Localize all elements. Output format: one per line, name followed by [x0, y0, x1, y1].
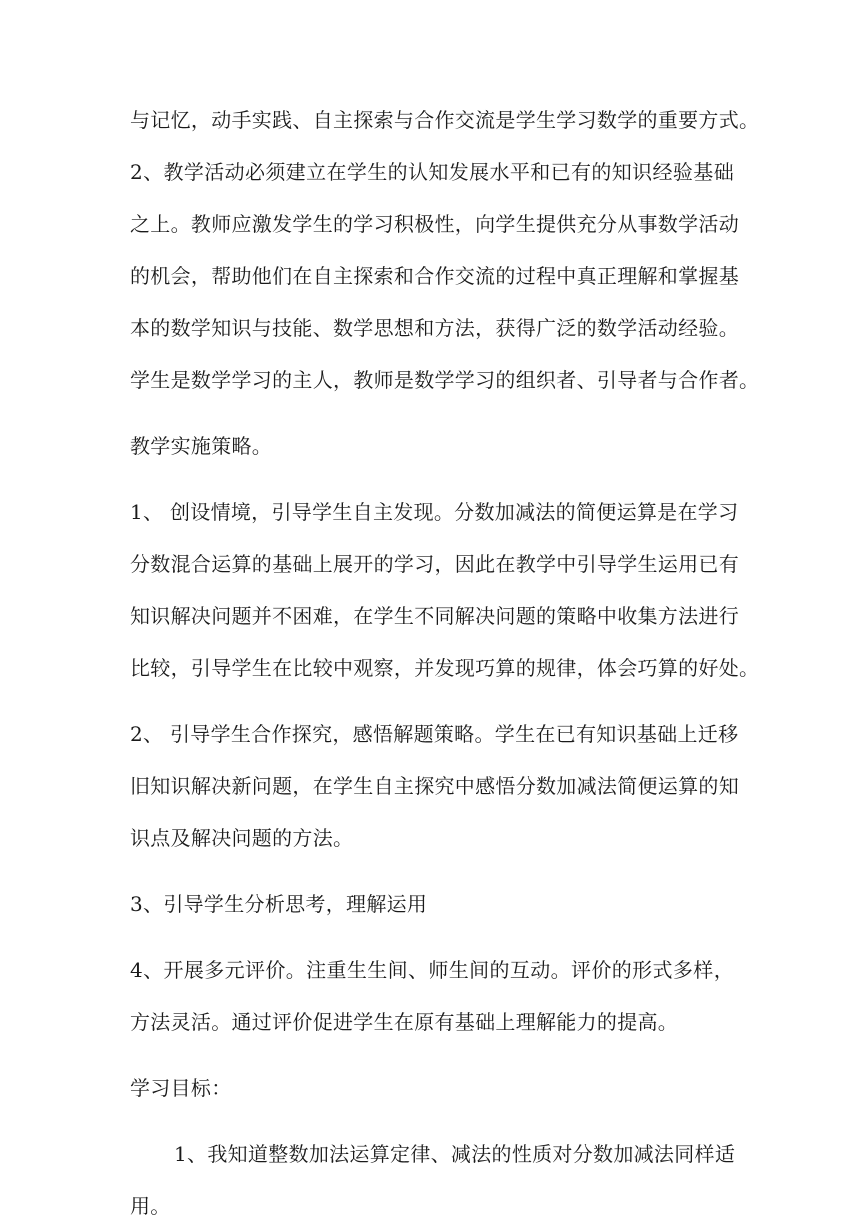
paragraph-line: 学生是数学学习的主人，教师是数学学习的组织者、引导者与合作者。: [130, 368, 760, 392]
paragraph-line: 本的数学知识与技能、数学思想和方法，获得广泛的数学活动经验。: [130, 316, 739, 340]
section-heading: 教学实施策略。: [130, 434, 273, 458]
paragraph-line: 方法灵活。通过评价促进学生在原有基础上理解能力的提高。: [130, 1010, 679, 1034]
paragraph-line: 识点及解决问题的方法。: [130, 826, 354, 850]
paragraph-line: 3、引导学生分析思考，理解运用: [130, 892, 428, 916]
section-heading: 学习目标：: [130, 1076, 232, 1100]
paragraph-line: 旧知识解决新问题，在学生自主探究中感悟分数加减法简便运算的知: [130, 774, 739, 798]
document-page: [130, 101, 760, 1225]
paragraph-line: 比较，引导学生在比较中观察，并发现巧算的规律，体会巧算的好处。: [130, 656, 760, 680]
paragraph-line: 4、开展多元评价。注重生生间、师生间的互动。评价的形式多样，: [130, 958, 734, 982]
paragraph-line: 2、教学活动必须建立在学生的认知发展水平和已有的知识经验基础: [130, 160, 734, 184]
paragraph-line: 分数混合运算的基础上展开的学习，因此在教学中引导学生运用已有: [130, 552, 739, 576]
paragraph-line: 之上。教师应激发学生的学习积极性，向学生提供充分从事数学活动: [130, 212, 739, 236]
paragraph-line: 知识解决问题并不困难，在学生不同解决问题的策略中收集方法进行: [130, 604, 739, 628]
paragraph-line: 与记忆，动手实践、自主探索与合作交流是学生学习数学的重要方式。: [130, 108, 760, 132]
paragraph-line: 用。: [130, 1194, 171, 1218]
paragraph-line: 1、我知道整数加法运算定律、减法的性质对分数加减法同样适: [174, 1142, 736, 1166]
paragraph-line: 2、 引导学生合作探究，感悟解题策略。学生在已有知识基础上迁移: [130, 722, 739, 746]
paragraph-line: 的机会，帮助他们在自主探索和合作交流的过程中真正理解和掌握基: [130, 264, 739, 288]
paragraph-line: 1、 创设情境，引导学生自主发现。分数加减法的简便运算是在学习: [130, 500, 739, 524]
